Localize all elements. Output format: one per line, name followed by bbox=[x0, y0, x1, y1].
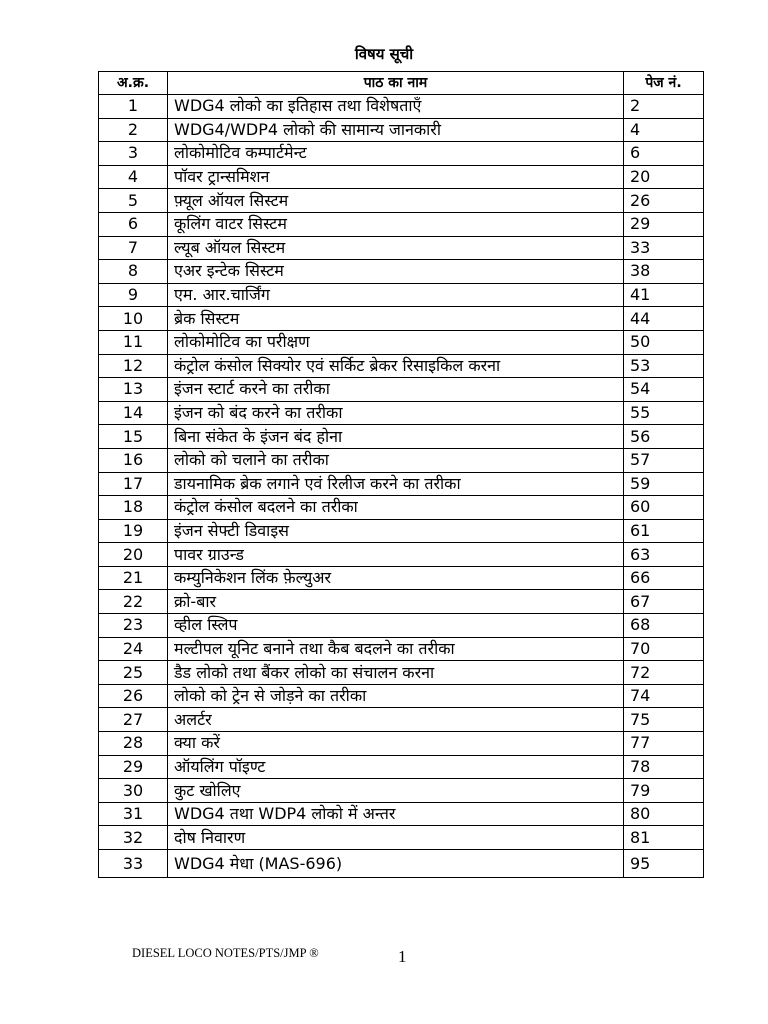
serial-no-cell: 9 bbox=[99, 283, 168, 307]
table-header-row bbox=[99, 72, 704, 95]
table-row bbox=[99, 354, 704, 378]
page-no-cell: 38 bbox=[624, 260, 704, 284]
chapter-name-cell: पावर ग्राउन्ड bbox=[168, 543, 624, 567]
chapter-name-cell: इंजन सेफ्टी डिवाइस bbox=[168, 519, 624, 543]
chapter-name-cell: क्रो-बार bbox=[168, 590, 624, 614]
chapter-name-cell: मल्टीपल यूनिट बनाने तथा कैब बदलने का तरीका bbox=[168, 637, 624, 661]
serial-no-cell: 31 bbox=[99, 802, 168, 826]
chapter-name-cell: फ़्यूल ऑयल सिस्टम bbox=[168, 189, 624, 213]
page-no-cell: 6 bbox=[624, 142, 704, 166]
table-row bbox=[99, 260, 704, 284]
serial-no-cell: 25 bbox=[99, 661, 168, 685]
table-row bbox=[99, 165, 704, 189]
table-row bbox=[99, 661, 704, 685]
page-no-cell: 26 bbox=[624, 189, 704, 213]
page-no-cell: 75 bbox=[624, 708, 704, 732]
serial-no-cell: 16 bbox=[99, 448, 168, 472]
chapter-name-cell: पॉवर ट्रान्समिशन bbox=[168, 165, 624, 189]
table-row bbox=[99, 496, 704, 520]
page-no-cell: 63 bbox=[624, 543, 704, 567]
chapter-name-cell: अलर्टर bbox=[168, 708, 624, 732]
serial-no-cell: 21 bbox=[99, 566, 168, 590]
serial-no-cell: 10 bbox=[99, 307, 168, 331]
page-no-cell: 74 bbox=[624, 684, 704, 708]
page-no-cell: 81 bbox=[624, 826, 704, 850]
table-row bbox=[99, 543, 704, 567]
page-title: विषय सूची bbox=[354, 45, 414, 63]
chapter-name-cell: लोको को चलाने का तरीका bbox=[168, 448, 624, 472]
page-no-cell: 44 bbox=[624, 307, 704, 331]
serial-no-cell: 30 bbox=[99, 779, 168, 803]
header-page-no: पेज नं. bbox=[624, 72, 704, 95]
table-row bbox=[99, 283, 704, 307]
serial-no-cell: 23 bbox=[99, 614, 168, 638]
header-serial-no: अ.क्र. bbox=[99, 72, 168, 95]
page-no-cell: 67 bbox=[624, 590, 704, 614]
page-no-cell: 53 bbox=[624, 354, 704, 378]
chapter-name-cell: क्या करें bbox=[168, 732, 624, 756]
serial-no-cell: 22 bbox=[99, 590, 168, 614]
page-no-cell: 70 bbox=[624, 637, 704, 661]
serial-no-cell: 7 bbox=[99, 236, 168, 260]
chapter-name-cell: लोकोमोटिव कम्पार्टमेन्ट bbox=[168, 142, 624, 166]
chapter-name-cell: कुट खोलिए bbox=[168, 779, 624, 803]
contents-table-body bbox=[99, 95, 704, 878]
page-no-cell: 33 bbox=[624, 236, 704, 260]
table-row bbox=[99, 236, 704, 260]
table-row bbox=[99, 708, 704, 732]
page-no-cell: 59 bbox=[624, 472, 704, 496]
table-row bbox=[99, 307, 704, 331]
chapter-name-cell: लोको को ट्रेन से जोड़ने का तरीका bbox=[168, 684, 624, 708]
serial-no-cell: 5 bbox=[99, 189, 168, 213]
page-no-cell: 54 bbox=[624, 378, 704, 402]
serial-no-cell: 8 bbox=[99, 260, 168, 284]
table-row bbox=[99, 637, 704, 661]
page-no-cell: 77 bbox=[624, 732, 704, 756]
table-row bbox=[99, 425, 704, 449]
table-row bbox=[99, 614, 704, 638]
page-no-cell: 41 bbox=[624, 283, 704, 307]
page-no-cell: 80 bbox=[624, 802, 704, 826]
page-number: 1 bbox=[398, 947, 407, 966]
footer-text: DIESEL LOCO NOTES/PTS/JMP ® bbox=[132, 946, 319, 960]
table-row bbox=[99, 448, 704, 472]
page-no-cell: 4 bbox=[624, 118, 704, 142]
page-no-cell: 68 bbox=[624, 614, 704, 638]
chapter-name-cell: एम. आर.चार्जिंग bbox=[168, 283, 624, 307]
table-row bbox=[99, 732, 704, 756]
chapter-name-cell: लोकोमोटिव का परीक्षण bbox=[168, 330, 624, 354]
page-no-cell: 2 bbox=[624, 95, 704, 119]
table-row bbox=[99, 472, 704, 496]
page-no-cell: 20 bbox=[624, 165, 704, 189]
chapter-name-cell: ब्रेक सिस्टम bbox=[168, 307, 624, 331]
table-row bbox=[99, 590, 704, 614]
chapter-name-cell: कंट्रोल कंसोल बदलने का तरीका bbox=[168, 496, 624, 520]
chapter-name-cell: डैड लोको तथा बैंकर लोको का संचालन करना bbox=[168, 661, 624, 685]
page-no-cell: 72 bbox=[624, 661, 704, 685]
table-row bbox=[99, 779, 704, 803]
serial-no-cell: 18 bbox=[99, 496, 168, 520]
serial-no-cell: 33 bbox=[99, 850, 168, 878]
chapter-name-cell: इंजन स्टार्ट करने का तरीका bbox=[168, 378, 624, 402]
serial-no-cell: 26 bbox=[99, 684, 168, 708]
table-row bbox=[99, 850, 704, 878]
table-row bbox=[99, 401, 704, 425]
page-no-cell: 79 bbox=[624, 779, 704, 803]
serial-no-cell: 4 bbox=[99, 165, 168, 189]
table-row bbox=[99, 330, 704, 354]
chapter-name-cell: व्हील स्लिप bbox=[168, 614, 624, 638]
serial-no-cell: 19 bbox=[99, 519, 168, 543]
serial-no-cell: 6 bbox=[99, 212, 168, 236]
table-row bbox=[99, 566, 704, 590]
chapter-name-cell: इंजन को बंद करने का तरीका bbox=[168, 401, 624, 425]
serial-no-cell: 29 bbox=[99, 755, 168, 779]
chapter-name-cell: दोष निवारण bbox=[168, 826, 624, 850]
table-row bbox=[99, 95, 704, 119]
chapter-name-cell: ल्यूब ऑयल सिस्टम bbox=[168, 236, 624, 260]
table-row bbox=[99, 826, 704, 850]
page-no-cell: 29 bbox=[624, 212, 704, 236]
page-no-cell: 55 bbox=[624, 401, 704, 425]
serial-no-cell: 11 bbox=[99, 330, 168, 354]
page-no-cell: 78 bbox=[624, 755, 704, 779]
table-row bbox=[99, 802, 704, 826]
table-row bbox=[99, 142, 704, 166]
serial-no-cell: 13 bbox=[99, 378, 168, 402]
page-no-cell: 50 bbox=[624, 330, 704, 354]
chapter-name-cell: डायनामिक ब्रेक लगाने एवं रिलीज करने का तरीका bbox=[168, 472, 624, 496]
serial-no-cell: 3 bbox=[99, 142, 168, 166]
table-row bbox=[99, 378, 704, 402]
chapter-name-cell: कम्युनिकेशन लिंक फ़ेल्युअर bbox=[168, 566, 624, 590]
serial-no-cell: 14 bbox=[99, 401, 168, 425]
table-row bbox=[99, 118, 704, 142]
chapter-name-cell: WDG4/WDP4 लोको की सामान्य जानकारी bbox=[168, 118, 624, 142]
page-no-cell: 57 bbox=[624, 448, 704, 472]
chapter-name-cell: बिना संकेत के इंजन बंद होना bbox=[168, 425, 624, 449]
serial-no-cell: 32 bbox=[99, 826, 168, 850]
chapter-name-cell: WDG4 तथा WDP4 लोको में अन्तर bbox=[168, 802, 624, 826]
serial-no-cell: 15 bbox=[99, 425, 168, 449]
chapter-name-cell: एअर इन्टेक सिस्टम bbox=[168, 260, 624, 284]
serial-no-cell: 27 bbox=[99, 708, 168, 732]
table-row bbox=[99, 755, 704, 779]
table-row bbox=[99, 189, 704, 213]
page-no-cell: 66 bbox=[624, 566, 704, 590]
serial-no-cell: 24 bbox=[99, 637, 168, 661]
chapter-name-cell: कूलिंग वाटर सिस्टम bbox=[168, 212, 624, 236]
page-no-cell: 95 bbox=[624, 850, 704, 878]
chapter-name-cell: कंट्रोल कंसोल सिक्योर एवं सर्किट ब्रेकर रिसाइकिल करना bbox=[168, 354, 624, 378]
page-no-cell: 56 bbox=[624, 425, 704, 449]
page-no-cell: 60 bbox=[624, 496, 704, 520]
serial-no-cell: 2 bbox=[99, 118, 168, 142]
chapter-name-cell: ऑयलिंग पॉइण्ट bbox=[168, 755, 624, 779]
serial-no-cell: 1 bbox=[99, 95, 168, 119]
serial-no-cell: 28 bbox=[99, 732, 168, 756]
table-row bbox=[99, 684, 704, 708]
table-row bbox=[99, 212, 704, 236]
serial-no-cell: 17 bbox=[99, 472, 168, 496]
contents-table bbox=[98, 71, 704, 878]
table-row bbox=[99, 519, 704, 543]
chapter-name-cell: WDG4 लोको का इतिहास तथा विशेषताएँ bbox=[168, 95, 624, 119]
header-chapter-name: पाठ का नाम bbox=[168, 72, 624, 95]
serial-no-cell: 12 bbox=[99, 354, 168, 378]
page-no-cell: 61 bbox=[624, 519, 704, 543]
chapter-name-cell: WDG4 मेधा (MAS-696) bbox=[168, 850, 624, 878]
serial-no-cell: 20 bbox=[99, 543, 168, 567]
